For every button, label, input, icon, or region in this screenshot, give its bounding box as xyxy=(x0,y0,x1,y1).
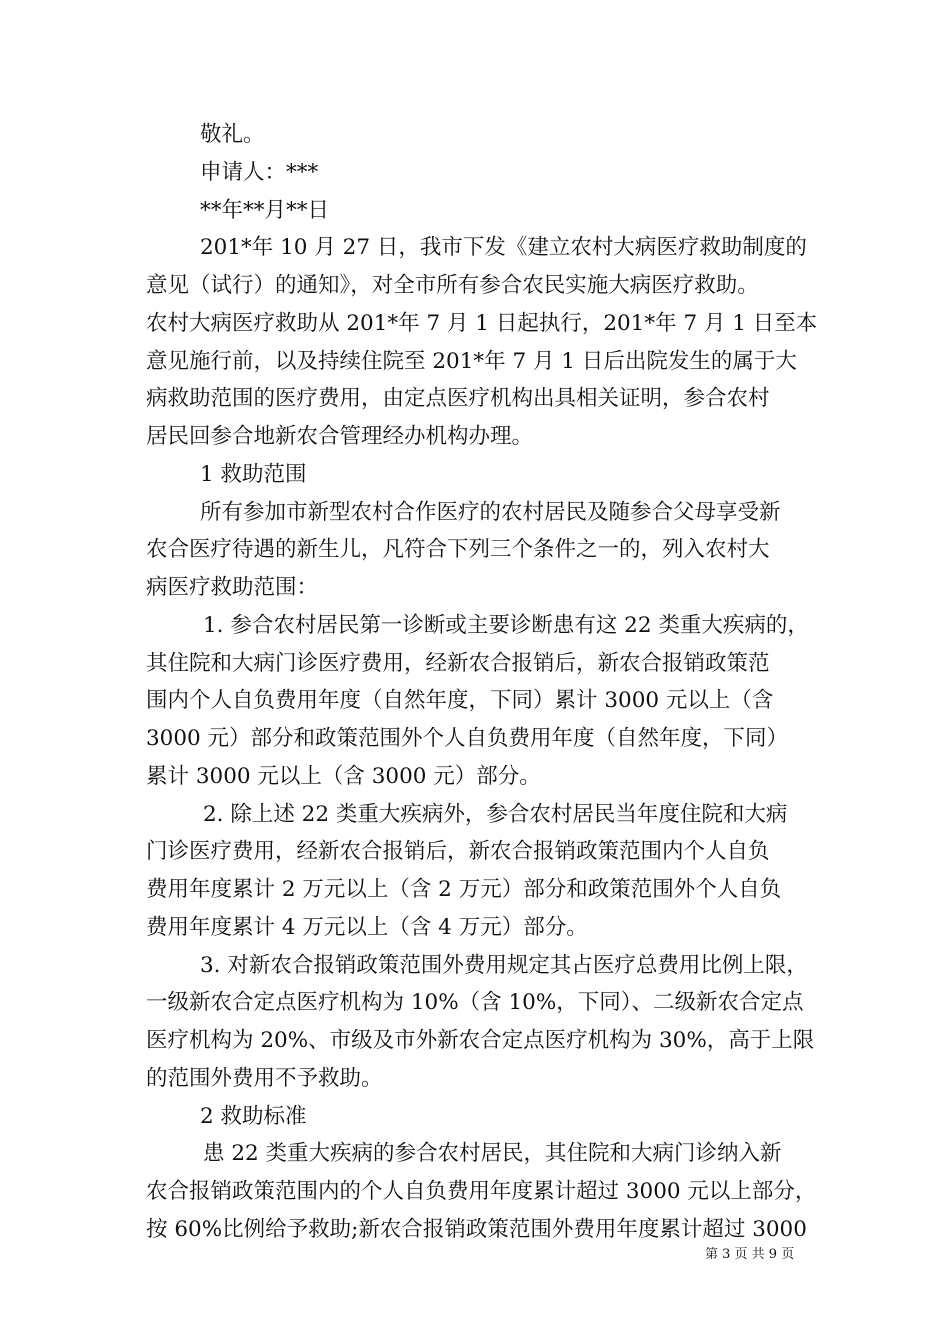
text-line: 门诊医疗费用，经新农合报销后，新农合报销政策范围内个人自负 xyxy=(146,839,770,864)
text-line: 费用年度累计 4 万元以上（含 4 万元）部分。 xyxy=(146,915,588,940)
text-line: 1. 参合农村居民第一诊断或主要诊断患有这 22 类重大疾病的， xyxy=(203,613,809,638)
text-line: 患 22 类重大疾病的参合农村居民，其住院和大病门诊纳入新 xyxy=(203,1141,782,1166)
text-line: 所有参加市新型农村合作医疗的农村居民及随参合父母享受新 xyxy=(200,500,781,525)
text-line: 2. 除上述 22 类重大疾病外，参合农村居民当年度住院和大病 xyxy=(203,802,788,827)
text-line: 申请人：*** xyxy=(200,160,319,185)
text-line: 意见（试行）的通知》，对全市所有参合农民实施大病医疗救助。 xyxy=(146,273,759,298)
text-line: 农合报销政策范围内的个人自负费用年度累计超过 3000 元以上部分， xyxy=(146,1179,817,1204)
text-line: 其住院和大病门诊医疗费用，经新农合报销后，新农合报销政策范 xyxy=(146,651,770,676)
text-line: 按 60%比例给予救助;新农合报销政策范围外费用年度累计超过 3000 xyxy=(146,1217,807,1242)
text-line: 费用年度累计 2 万元以上（含 2 万元）部分和政策范围外个人自负 xyxy=(146,877,782,902)
text-line: 3. 对新农合报销政策范围外费用规定其占医疗总费用比例上限， xyxy=(200,953,808,978)
text-line: 围内个人自负费用年度（自然年度，下同）累计 3000 元以上（含 xyxy=(146,688,774,713)
text-line: 居民回参合地新农合管理经办机构办理。 xyxy=(146,424,534,449)
text-line: 3000 元）部分和政策范围外个人自负费用年度（自然年度，下同） xyxy=(146,726,789,751)
text-line: 一级新农合定点医疗机构为 10%（含 10%，下同）、二级新农合定点 xyxy=(146,990,804,1015)
text-line: 意见施行前，以及持续住院至 201*年 7 月 1 日后出院发生的属于大 xyxy=(146,349,797,374)
text-line: 敬礼。 xyxy=(200,122,265,147)
text-line: 病救助范围的医疗费用，由定点医疗机构出具相关证明，参合农村 xyxy=(146,386,770,411)
text-line: 累计 3000 元以上（含 3000 元）部分。 xyxy=(146,764,541,789)
text-line: 农合医疗待遇的新生儿，凡符合下列三个条件之一的，列入农村大 xyxy=(146,537,770,562)
text-line: 农村大病医疗救助从 201*年 7 月 1 日起执行，201*年 7 月 1 日至本 xyxy=(146,311,818,336)
text-line: 201*年 10 月 27 日，我市下发《建立农村大病医疗救助制度的 xyxy=(200,235,807,260)
page-number: 第 3 页 共 9 页 xyxy=(705,1247,795,1262)
section-heading: 2 救助标准 xyxy=(200,1104,307,1129)
text-line: 病医疗救助范围： xyxy=(146,575,319,600)
text-line: 医疗机构为 20%、市级及市外新农合定点医疗机构为 30%，高于上限 xyxy=(146,1028,815,1053)
text-line: 的范围外费用不予救助。 xyxy=(146,1066,383,1091)
section-heading: 1 救助范围 xyxy=(200,462,307,487)
text-line: **年**月**日 xyxy=(200,198,330,223)
